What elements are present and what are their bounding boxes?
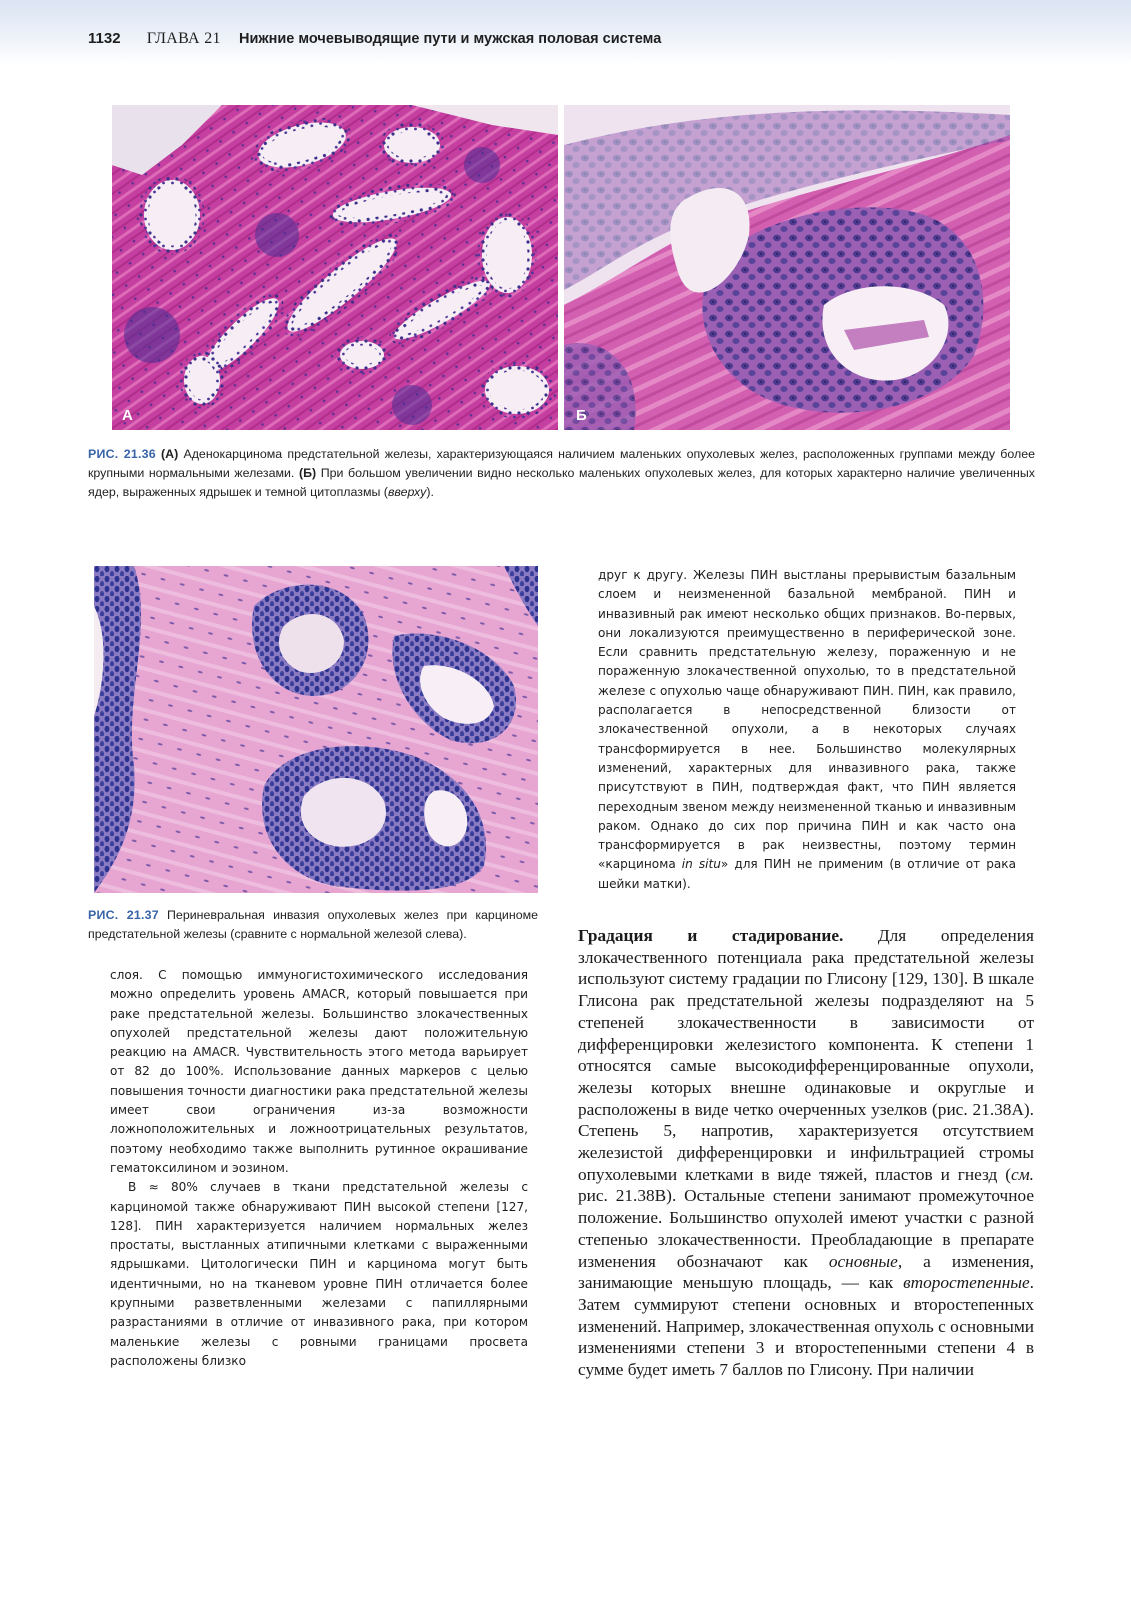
paragraph: [598, 566, 1016, 894]
page-number: 1132: [88, 30, 121, 47]
text-run: » для ПИН не применим (в отличие от рака шейки матки).: [598, 857, 1017, 891]
text-run: Для определения злокачественного потенциала рака предстательной железы используют систему градации по Глисону [129, 130]. В шкале Глисона рак предстательной железы подразделяют на 5 степеней злокачественности в зависимости от дифференцировки железистого компонента. К степени 1 относятся самые высокодифференцированные опухоли, железы которых внешне одинаковые и округлые и расположены в виде четко очерченных узелков (рис. 21.38А). Степень 5, напротив, характеризуется отсутствием железистой дифференцировки и инфильтрацией стромы опухолевыми клетками в виде тяжей, пластов и гнезд (: [578, 926, 1034, 1184]
panel-label-b: Б: [576, 407, 587, 424]
paragraph: В ≈ 80% случаев в ткани предстательной железы с карциномой также обнаруживают ПИН высокой степени [127, 128]. ПИН характеризуется наличием нормальных желез простаты, выстланных атипичными клетками с выраженными ядрышками. Цитологически ПИН и карцинома могут быть идентичными, но на тканевом уровне ПИН отличается более крупными разветвленными железами с папиллярными разрастаниями в отличие от инвазивного рака, при котором маленькие железы с ровными границами просвета расположены близко: [110, 1180, 528, 1368]
emphasis: второстепенные: [903, 1273, 1030, 1293]
caption-tag-b: (Б): [298, 466, 317, 480]
chapter-label: ГЛАВА 21: [146, 30, 221, 47]
histology-micrograph-perineural: [94, 566, 538, 893]
caption-text-end: ).: [426, 485, 434, 499]
right-column-continuation: [598, 566, 1016, 894]
emphasis: см.: [1010, 1164, 1034, 1184]
text-run: друг к другу. Железы ПИН выстланы прерывистым базальным слоем и неизмененной базальной мембраной. ПИН и инвазивный рак имеют несколько общих признаков. Во-первых, они локализуются преимущественно в периферической зоне. Если сравнить предстательную железу, пораженную и не пораженную злокачественной опухолью, то в предстательной железе с опухолью чаще обнаруживают ПИН. ПИН, как правило, располагается в непосредственной близости от злокачественной опухоли, а в некоторых случаях трансформируется в нее. Большинство молекулярных изменений, характерных для инвазивного рака, также присутствуют в ПИН, подтверждая факт, что ПИН является переходным звеном между неизмененной тканью и инвазивным раком. Однако до сих пор причина ПИН и как часто она трансформируется в рак неизвестны, поэтому термин «карцинома: [598, 568, 1016, 872]
section-heading: Градация и стадирование.: [578, 926, 844, 945]
figure-number: РИС. 21.37: [88, 908, 159, 922]
figure-21-36-caption: [88, 445, 1035, 502]
chapter-title: Нижние мочевыводящие пути и мужская половая система: [238, 31, 662, 47]
emphasis: основные: [828, 1251, 898, 1271]
text-run: . Затем суммируют степени основных и второстепенных изменений. Например, злокачественная опухоль с основными изменениями степени 3 и второстепенными степени 4 в сумме будет иметь 7 баллов по Глисону. При наличии: [578, 1273, 1034, 1380]
histology-micrograph-b: [564, 105, 1010, 430]
figure-21-37-caption: [88, 906, 538, 944]
caption-text-b: При большом увеличении видно несколько маленьких опухолевых желез, для которых характерно наличие увеличенных ядер, выраженных ядрышек и темной цитоплазмы (: [88, 466, 1035, 499]
caption-text: Периневральная инвазия опухолевых желез при карциноме предстательной железы (сравните с нормальной железой слева).: [88, 908, 538, 941]
header-line: [88, 30, 661, 50]
text-run: рис. 21.38В). Остальные степени занимают промежуточное положение. Большинство опухолей имеют участки с разной степенью злокачественности. Преобладающие в препарате изменения обозначают как: [578, 1186, 1034, 1271]
running-header: [0, 0, 1131, 64]
caption-tag-a: (А): [161, 447, 179, 461]
grading-section: [578, 925, 1034, 1381]
paragraph: [578, 925, 1034, 1381]
figure-21-37-image: [94, 566, 538, 893]
caption-text-a: Аденокарцинома предстательной железы, характеризующаяся наличием маленьких опухолевых желез, расположенных группами между более крупными нормальными железами.: [88, 447, 1035, 480]
left-column-text: [110, 966, 528, 1371]
panel-label-a: А: [122, 407, 133, 424]
paragraph: слоя. С помощью иммуногистохимического исследования можно определить уровень AMACR, который повышается при раке предстательной железы. Большинство злокачественных опухолей предстательной железы дают положительную реакцию на AMACR. Чувствительность этого метода варьирует от 82 до 100%. Использование данных маркеров с целью повышения точности диагностики рака предстательной железы имеет свои ограничения из-за возможности ложноположительных и ложноотрицательных результатов, поэтому необходимо также выполнить рутинное окрашивание гематоксилином и эозином.: [110, 968, 528, 1175]
figure-number: РИС. 21.36: [88, 447, 156, 461]
caption-emphasis: вверху: [387, 485, 427, 499]
text-run: , а изменения, занимающие меньшую площадь, — как: [578, 1251, 1034, 1293]
histology-micrograph-a: [112, 105, 558, 430]
emphasis-in-situ: in situ: [681, 857, 721, 872]
figure-21-36-panel-a: [112, 105, 558, 430]
figure-21-36-panel-b: [564, 105, 1010, 430]
